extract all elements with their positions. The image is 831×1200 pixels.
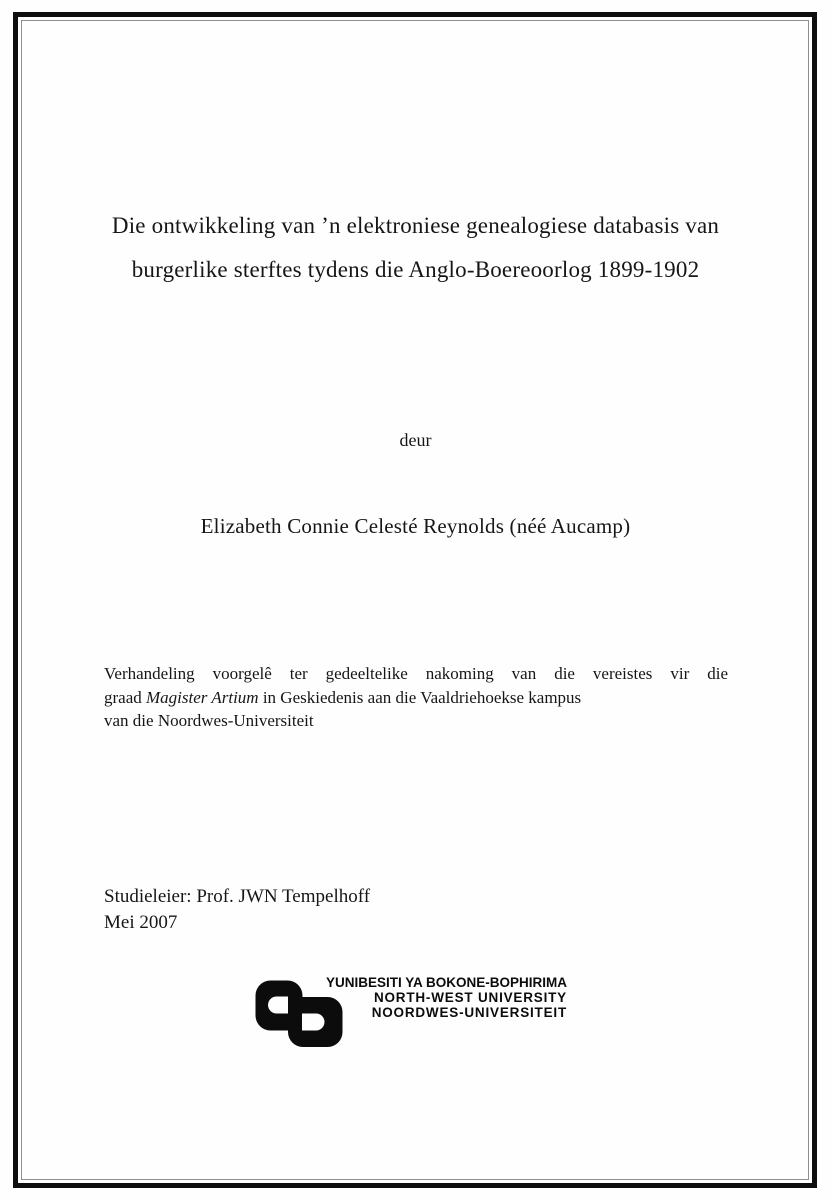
author-name: Elizabeth Connie Celesté Reynolds (néé Aucamp) (200, 514, 631, 538)
degree-statement-line-3: van die Noordwes-Universiteit (104, 711, 314, 730)
byline: deur (399, 430, 432, 450)
thesis-title-line-1: Die ontwikkeling van ’n elektroniese genealogiese databasis van (111, 213, 720, 238)
degree-statement-line-1: Verhandeling voorgelê ter gedeeltelike nakoming van die vereistes vir die (104, 664, 728, 683)
nwu-logo-line-afrikaans: NOORDWES-UNIVERSITEIT (371, 1005, 567, 1020)
degree-statement-line-2 (104, 686, 728, 710)
nwu-logo-line-setswana: YUNIBESITI YA BOKONE-BOPHIRIMA (325, 975, 567, 990)
supervisor-line: Studieleier: Prof. JWN Tempelhoff (104, 886, 371, 907)
thesis-title-line-2: burgerlike sterftes tydens die Anglo-Boereoorlog 1899-1902 (131, 257, 700, 282)
thesis-title (70, 204, 761, 292)
degree-statement (104, 662, 728, 733)
supervisor-block (104, 884, 370, 936)
degree-statement-line-2-prefix: graad (104, 687, 147, 707)
degree-statement-line-2-suffix: in Geskiedenis aan die Vaaldriehoekse kampus (258, 687, 582, 707)
date-line: Mei 2007 (104, 912, 178, 933)
nwu-logo (255, 971, 570, 1056)
nwu-logo-wordmark (255, 975, 567, 1020)
nwu-logo-line-english: NORTH-WEST UNIVERSITY (373, 990, 567, 1005)
degree-name: Magister Artium (146, 687, 259, 707)
